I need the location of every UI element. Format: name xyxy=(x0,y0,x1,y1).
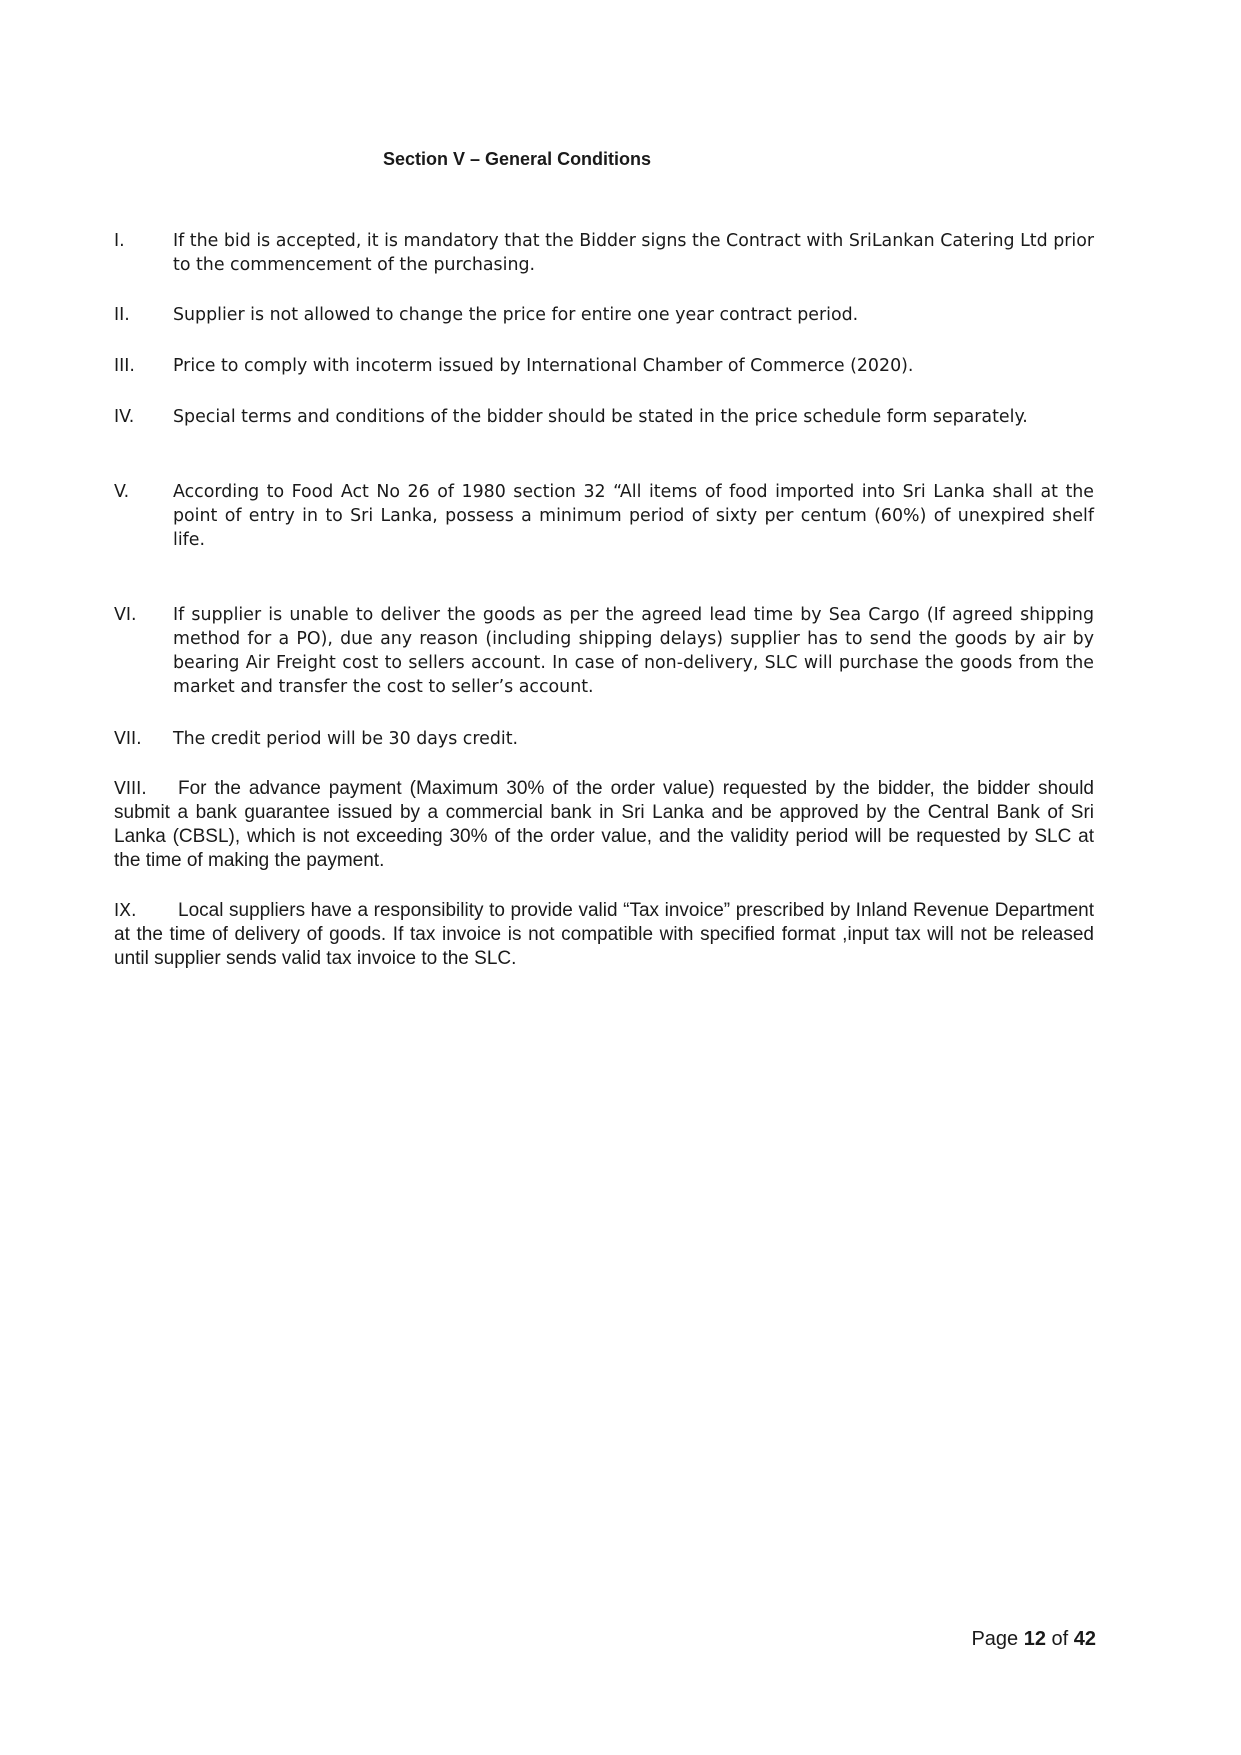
item-number: I. xyxy=(114,231,125,251)
item-text: According to Food Act No 26 of 1980 section 32 “All items of food imported into Sri Lanka shall at the point of entry in to Sri Lanka, possess a minimum period of sixty per centum (60%) of unexpired shelf life. xyxy=(173,482,1094,550)
condition-item-6 xyxy=(114,603,1094,699)
condition-item-2 xyxy=(114,303,1094,327)
condition-item-8 xyxy=(114,777,1094,873)
condition-item-9 xyxy=(114,899,1094,971)
item-text: The credit period will be 30 days credit. xyxy=(173,729,519,749)
item-number: VIII. xyxy=(114,779,147,799)
item-text: Local suppliers have a responsibility to provide valid “Tax invoice” prescribed by Inland Revenue Department at the time of delivery of goods. If tax invoice is not compatible with specified format ,input tax will not be released until supplier sends valid tax invoice to the SLC. xyxy=(114,900,1094,969)
section-title: Section V – General Conditions xyxy=(383,149,652,169)
item-number: II. xyxy=(114,305,130,325)
item-number: V. xyxy=(114,482,130,502)
item-number: VII. xyxy=(114,729,142,749)
item-number: III. xyxy=(114,356,135,376)
condition-item-5 xyxy=(114,480,1094,552)
condition-item-4 xyxy=(114,405,1094,429)
page-number xyxy=(968,1628,1096,1651)
item-text: Price to comply with incoterm issued by International Chamber of Commerce (2020). xyxy=(173,356,914,376)
item-number: IX. xyxy=(114,901,137,921)
item-text: If the bid is accepted, it is mandatory that the Bidder signs the Contract with SriLankan Catering Ltd prior to the commencement of the purchasing. xyxy=(173,231,1094,275)
item-number: VI. xyxy=(114,605,137,625)
page-current: 12 xyxy=(1023,1628,1046,1650)
page-of: of xyxy=(1045,1628,1074,1650)
condition-item-3 xyxy=(114,354,1094,378)
page-prefix: Page xyxy=(971,1628,1024,1650)
item-text: If supplier is unable to deliver the goods as per the agreed lead time by Sea Cargo (If agreed shipping method for a PO), due any reason (including shipping delays) supplier has to send the goods by air by bearing Air Freight cost to sellers account. In case of non-delivery, SLC will purchase the goods from the market and transfer the cost to seller’s account. xyxy=(173,605,1094,697)
item-text: Supplier is not allowed to change the price for entire one year contract period. xyxy=(173,305,859,325)
condition-item-7 xyxy=(114,727,1094,751)
item-text: Special terms and conditions of the bidder should be stated in the price schedule form separately. xyxy=(173,407,1028,427)
page-total: 42 xyxy=(1073,1628,1096,1650)
item-text: For the advance payment (Maximum 30% of the order value) requested by the bidder, the bidder should submit a bank guarantee issued by a commercial bank in Sri Lanka and be approved by the Central Bank of Sri Lanka (CBSL), which is not exceeding 30% of the order value, and the validity period will be requested by SLC at the time of making the payment. xyxy=(114,778,1094,871)
item-number: IV. xyxy=(114,407,135,427)
condition-item-1 xyxy=(114,229,1094,277)
